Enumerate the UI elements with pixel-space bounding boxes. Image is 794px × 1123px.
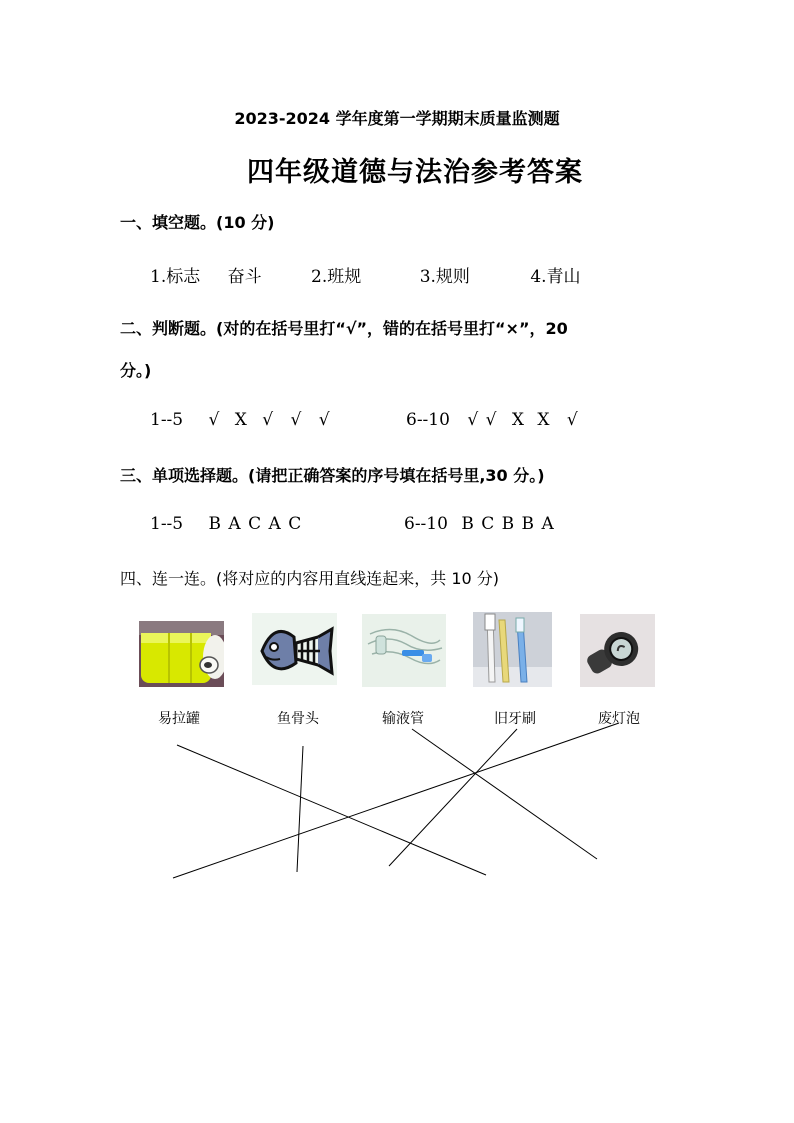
- answer-1b: 奋斗: [227, 267, 262, 287]
- mark: √: [262, 410, 274, 430]
- label-iv-tube: 输液管: [382, 711, 424, 727]
- mark: X: [234, 410, 247, 430]
- answer-3: 3.规则: [419, 267, 470, 287]
- section-2-heading: 二、判断题。(对的在括号里打“√”，错的在括号里打“×”，20: [120, 319, 568, 338]
- answer-2: 2.班规: [311, 267, 362, 287]
- mark: √: [290, 410, 302, 430]
- match-line: [412, 729, 597, 859]
- range-label: 6--10: [406, 410, 450, 430]
- match-line: [297, 746, 303, 872]
- range-label: 1--5: [150, 514, 184, 534]
- range-label: 1--5: [150, 410, 184, 430]
- answer-1: 1.标志: [150, 267, 201, 287]
- mark: √: [566, 410, 578, 430]
- mark: √: [467, 410, 479, 430]
- range-label: 6--10: [404, 514, 448, 534]
- section-4-heading: 四、连一连。(将对应的内容用直线连起来，共 10 分): [120, 569, 500, 588]
- label-fishbone: 鱼骨头: [277, 711, 319, 727]
- mark: √: [318, 410, 330, 430]
- mark: √: [485, 410, 497, 430]
- label-lightbulb: 废灯泡: [598, 711, 640, 727]
- exam-subtitle: 2023-2024 学年度第一学期期末质量监测题: [234, 109, 560, 128]
- page-title: 四年级道德与法治参考答案: [247, 157, 583, 188]
- mark: X: [537, 410, 550, 430]
- answer-4: 4.青山: [530, 267, 581, 287]
- choice-answers: B C B B A: [461, 514, 555, 534]
- choice-answers: B A C A C: [208, 514, 303, 534]
- match-line: [177, 745, 486, 875]
- mark: X: [511, 410, 524, 430]
- mark: √: [208, 410, 220, 430]
- label-toothbrush: 旧牙刷: [494, 711, 536, 727]
- section-1-heading: 一、填空题。(10 分): [120, 213, 275, 232]
- match-line: [389, 729, 517, 866]
- section-2-heading-cont: 分。): [120, 361, 152, 380]
- section-3-heading: 三、单项选择题。(请把正确答案的序号填在括号里,30 分。): [120, 466, 545, 485]
- match-line: [173, 723, 619, 878]
- label-can: 易拉罐: [158, 711, 200, 727]
